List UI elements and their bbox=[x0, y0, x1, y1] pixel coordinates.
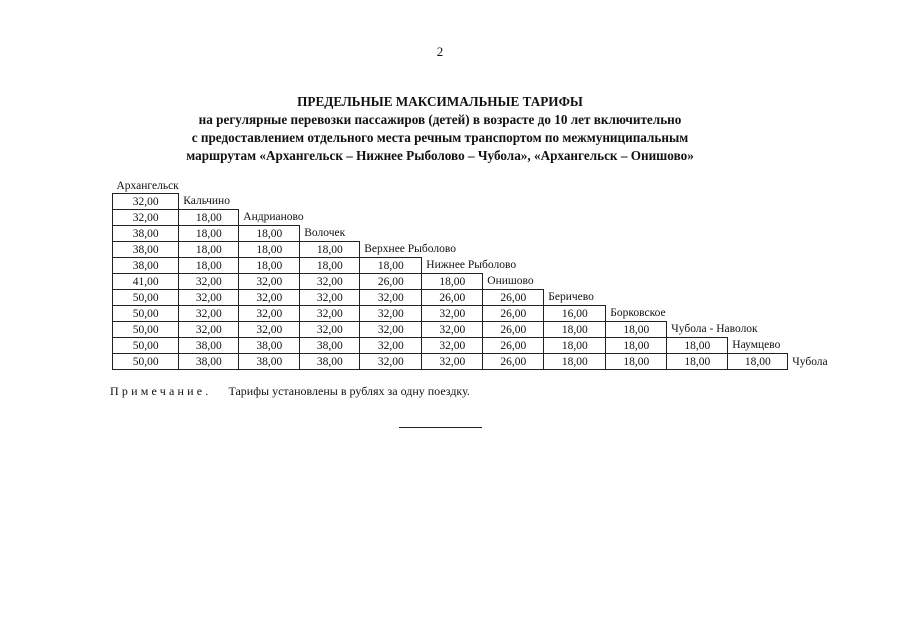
tariff-cell: 32,00 bbox=[300, 322, 360, 338]
tariff-cell: 32,00 bbox=[422, 306, 483, 322]
table-row bbox=[113, 178, 828, 194]
tariff-cell: 18,00 bbox=[300, 242, 360, 258]
title-line-2: на регулярные перевозки пассажиров (детей) в возрасте до 10 лет включительно bbox=[198, 112, 682, 127]
tariff-cell: 38,00 bbox=[113, 242, 179, 258]
tariff-cell: 18,00 bbox=[606, 338, 667, 354]
tariff-cell: 18,00 bbox=[179, 226, 239, 242]
tariff-cell: 38,00 bbox=[300, 338, 360, 354]
tariff-cell: 38,00 bbox=[113, 258, 179, 274]
title-line-3: с предоставлением отдельного места речным транспортом по межмуниципальным bbox=[191, 130, 689, 145]
tariff-cell: 18,00 bbox=[179, 210, 239, 226]
table-row bbox=[113, 274, 828, 290]
tariff-cell: 18,00 bbox=[239, 242, 300, 258]
tariff-cell: 18,00 bbox=[728, 354, 788, 370]
tariff-cell: 32,00 bbox=[300, 274, 360, 290]
tariff-cell: 18,00 bbox=[179, 258, 239, 274]
table-row bbox=[113, 194, 828, 210]
station-name: Андрианово bbox=[243, 211, 304, 224]
empty-cell bbox=[544, 178, 606, 194]
tariff-cell: 26,00 bbox=[483, 306, 544, 322]
tariff-cell: 32,00 bbox=[179, 274, 239, 290]
empty-cell bbox=[728, 178, 788, 194]
page-number: 2 bbox=[436, 44, 444, 59]
tariff-cell: 32,00 bbox=[422, 354, 483, 370]
tariff-cell: 18,00 bbox=[606, 322, 667, 338]
tariff-cell: 32,00 bbox=[300, 290, 360, 306]
tariff-cell: 50,00 bbox=[113, 338, 179, 354]
table-row bbox=[113, 226, 828, 242]
empty-cell bbox=[360, 178, 422, 194]
tariff-cell: 18,00 bbox=[544, 354, 606, 370]
tariff-cell: 32,00 bbox=[360, 354, 422, 370]
station-name: Нижнее Рыболово bbox=[426, 259, 517, 272]
tariff-cell: 26,00 bbox=[360, 274, 422, 290]
station-name: Верхнее Рыболово bbox=[364, 243, 456, 256]
tariff-cell: 32,00 bbox=[179, 306, 239, 322]
tariff-cell: 26,00 bbox=[483, 354, 544, 370]
tariff-cell: 18,00 bbox=[667, 338, 728, 354]
station-name: Волочек bbox=[304, 227, 346, 240]
title-line-4: маршрутам «Архангельск – Нижнее Рыболово – Чубола», «Архангельск – Онишово» bbox=[186, 148, 694, 163]
table-row bbox=[113, 210, 828, 226]
table-row bbox=[113, 306, 828, 322]
empty-cell bbox=[667, 178, 728, 194]
tariff-cell: 32,00 bbox=[422, 338, 483, 354]
station-name: Наумцево bbox=[732, 339, 781, 352]
tariff-cell: 32,00 bbox=[360, 290, 422, 306]
closing-rule bbox=[399, 427, 482, 428]
tariff-cell: 18,00 bbox=[606, 354, 667, 370]
empty-cell bbox=[239, 178, 300, 194]
station-name: Чубола bbox=[792, 355, 828, 368]
empty-cell bbox=[606, 178, 667, 194]
tariff-cell: 41,00 bbox=[113, 274, 179, 290]
tariff-cell: 32,00 bbox=[239, 290, 300, 306]
tariff-cell: 32,00 bbox=[239, 306, 300, 322]
tariff-cell: 38,00 bbox=[179, 354, 239, 370]
tariff-cell: 32,00 bbox=[113, 194, 179, 210]
tariff-table bbox=[112, 178, 828, 370]
table-row bbox=[113, 290, 828, 306]
table-row bbox=[113, 322, 828, 338]
tariff-cell: 32,00 bbox=[360, 322, 422, 338]
tariff-cell: 50,00 bbox=[113, 354, 179, 370]
tariff-cell: 32,00 bbox=[239, 322, 300, 338]
tariff-cell: 32,00 bbox=[360, 338, 422, 354]
note bbox=[110, 384, 470, 399]
station-name: Кальчино bbox=[183, 195, 230, 208]
station-name: Чубола - Наволок bbox=[671, 323, 758, 336]
tariff-cell: 18,00 bbox=[422, 274, 483, 290]
tariff-cell: 32,00 bbox=[179, 290, 239, 306]
empty-cell bbox=[422, 178, 483, 194]
tariff-cell: 38,00 bbox=[300, 354, 360, 370]
tariff-cell: 16,00 bbox=[544, 306, 606, 322]
tariff-cell: 18,00 bbox=[667, 354, 728, 370]
tariff-cell: 18,00 bbox=[239, 258, 300, 274]
table-row bbox=[113, 242, 828, 258]
title-line-1: ПРЕДЕЛЬНЫЕ МАКСИМАЛЬНЫЕ ТАРИФЫ bbox=[297, 94, 583, 109]
tariff-cell: 18,00 bbox=[544, 338, 606, 354]
table-row bbox=[113, 258, 828, 274]
station-name: Архангельск bbox=[116, 179, 179, 192]
tariff-cell: 32,00 bbox=[422, 322, 483, 338]
empty-cell bbox=[179, 178, 239, 194]
tariff-cell: 32,00 bbox=[360, 306, 422, 322]
empty-cell bbox=[300, 178, 360, 194]
tariff-cell: 26,00 bbox=[483, 338, 544, 354]
station-name: Беричево bbox=[548, 291, 594, 304]
tariff-cell: 38,00 bbox=[179, 338, 239, 354]
table-row bbox=[113, 338, 828, 354]
tariff-cell: 50,00 bbox=[113, 322, 179, 338]
tariff-cell: 26,00 bbox=[422, 290, 483, 306]
tariff-cell: 18,00 bbox=[239, 226, 300, 242]
document-title bbox=[40, 93, 840, 165]
tariff-cell: 50,00 bbox=[113, 290, 179, 306]
empty-cell bbox=[483, 178, 544, 194]
table-row bbox=[113, 354, 828, 370]
note-label: Примечание. bbox=[110, 384, 212, 398]
tariff-cell: 32,00 bbox=[113, 210, 179, 226]
tariff-cell: 18,00 bbox=[179, 242, 239, 258]
tariff-cell: 26,00 bbox=[483, 290, 544, 306]
station-name: Онишово bbox=[487, 275, 534, 288]
tariff-cell: 18,00 bbox=[300, 258, 360, 274]
tariff-cell: 38,00 bbox=[239, 338, 300, 354]
tariff-cell: 38,00 bbox=[239, 354, 300, 370]
note-text: Тарифы установлены в рублях за одну поездку. bbox=[228, 384, 470, 398]
tariff-cell: 32,00 bbox=[300, 306, 360, 322]
station-name: Борковское bbox=[610, 307, 666, 320]
tariff-cell: 32,00 bbox=[179, 322, 239, 338]
tariff-cell: 50,00 bbox=[113, 306, 179, 322]
tariff-cell: 38,00 bbox=[113, 226, 179, 242]
tariff-cell: 26,00 bbox=[483, 322, 544, 338]
tariff-cell: 18,00 bbox=[544, 322, 606, 338]
tariff-cell: 18,00 bbox=[360, 258, 422, 274]
tariff-cell: 32,00 bbox=[239, 274, 300, 290]
